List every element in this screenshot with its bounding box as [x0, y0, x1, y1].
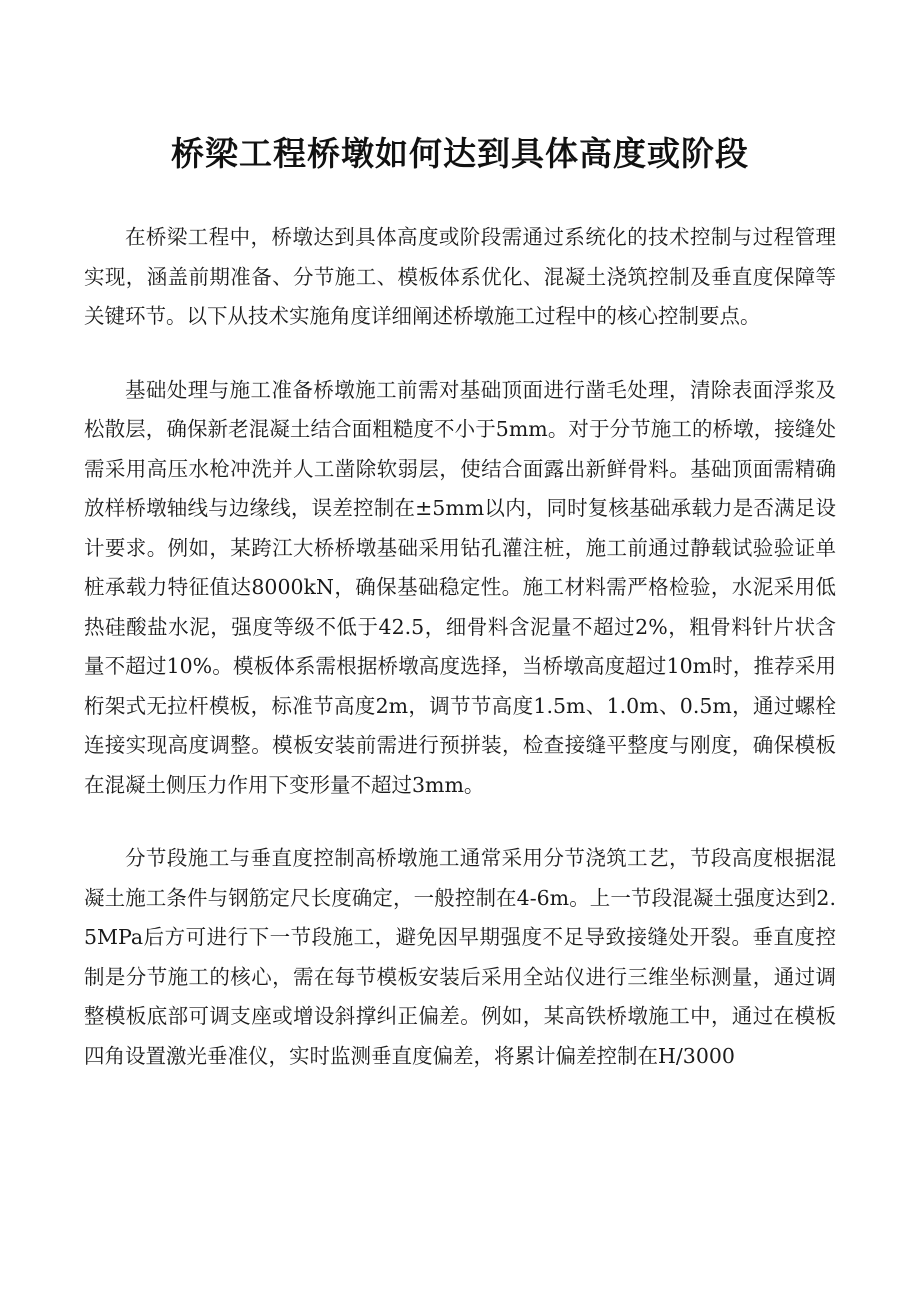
document-title: 桥梁工程桥墩如何达到具体高度或阶段 — [171, 134, 749, 173]
paragraph-foundation-preparation: 基础处理与施工准备桥墩施工前需对基础顶面进行凿毛处理，清除表面浮浆及松散层，确保新老混凝土结合面粗糙度不小于5mm。对于分节施工的桥墩，接缝处需采用高压水枪冲洗并人工凿除软弱层，使结合面露出新鲜骨料。基础顶面需精确放样桥墩轴线与边缘线，误差控制在±5mm以内，同时复核基础承载力是否满足设计要求。例如，某跨江大桥桥墩基础采用钻孔灌注桩，施工前通过静载试验验证单桩承载力特征值达8000kN，确保基础稳定性。施工材料需严格检验，水泥采用低热硅酸盐水泥，强度等级不低于42.5，细骨料含泥量不超过2%，粗骨料针片状含量不超过10%。模板体系需根据桥墩高度选择，当桥墩高度超过10m时，推荐采用桁架式无拉杆模板，标准节高度2m，调节节高度1.5m、1.0m、0.5m，通过螺栓连接实现高度调整。模板安装前需进行预拼装，检查接缝平整度与刚度，确保模板在混凝土侧压力作用下变形量不超过3mm。 — [84, 377, 836, 797]
paragraph-intro: 在桥梁工程中，桥墩达到具体高度或阶段需通过系统化的技术控制与过程管理实现，涵盖前期准备、分节施工、模板体系优化、混凝土浇筑控制及垂直度保障等关键环节。以下从技术实施角度详细阐述桥墩施工过程中的核心控制要点。 — [84, 225, 836, 328]
paragraph-segment-verticality: 分节段施工与垂直度控制高桥墩施工通常采用分节浇筑工艺，节段高度根据混凝土施工条件与钢筋定尺长度确定，一般控制在4-6m。上一节段混凝土强度达到2.5MPa后方可进行下一节段施工，避免因早期强度不足导致接缝处开裂。垂直度控制是分节施工的核心，需在每节模板安装后采用全站仪进行三维坐标测量，通过调整模板底部可调支座或增设斜撑纠正偏差。例如，某高铁桥墩施工中，通过在模板四角设置激光垂准仪，实时监测垂直度偏差，将累计偏差控制在H/3000 — [84, 846, 836, 1068]
